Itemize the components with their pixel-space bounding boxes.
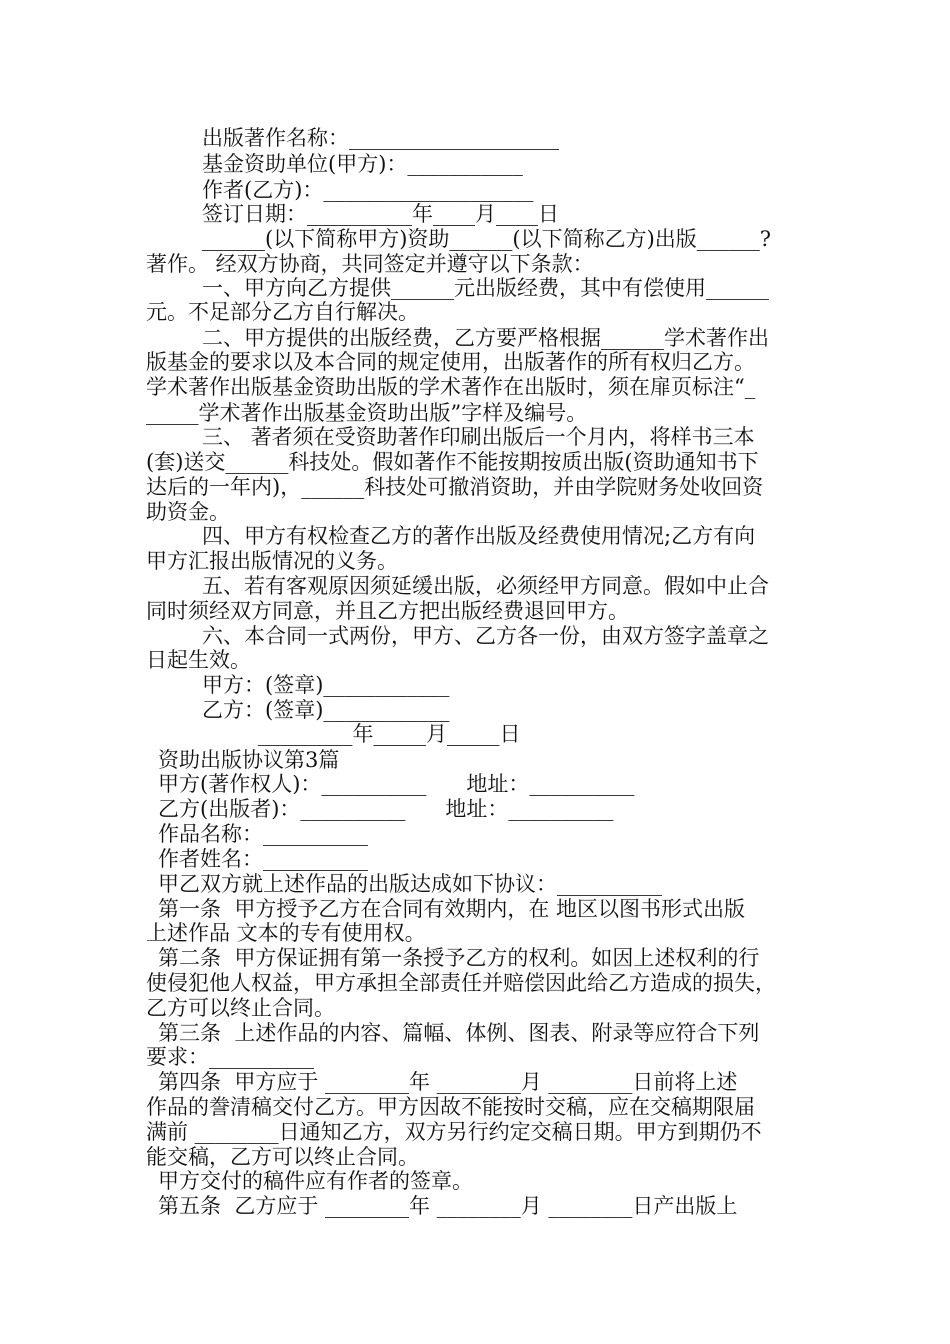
line-article-4c: 满前 ________日通知乙方，双方另行约定交稿日期。甲方到期仍不 — [146, 1120, 762, 1144]
line-seal-date: _________年_____月_____日 — [258, 722, 521, 746]
line-clause-2c: 学术著作出版基金资助出版的学术著作在出版时，须在扉页标注“_ — [146, 375, 756, 399]
line-clause-3d: 助资金。 — [146, 500, 230, 524]
line-article-3b: 要求：__________ — [146, 1045, 314, 1069]
line-agreement-intro: 甲乙双方就上述作品的出版达成如下协议：__________ — [158, 872, 662, 896]
line-clause-2a: 二、甲方提供的出版经费，乙方要严格根据______学术著作出 — [202, 326, 769, 350]
line-funding-unit: 基金资助单位(甲方)：___________ — [202, 152, 523, 176]
line-article-3a: 第三条 上述作品的内容、篇幅、体例、图表、附录等应符合下列 — [158, 1021, 760, 1045]
line-party-a-seal: 甲方：(签章)____________ — [202, 673, 450, 697]
line-clause-3b: (套)送交______科技处。假如著作不能按期按质出版(资助通知书下 — [146, 450, 759, 474]
line-article-4a: 第四条 甲方应于 ________年 ________月 ________日前将上述 — [158, 1070, 738, 1094]
line-copyright-holder: 甲方(著作权人)：__________ 地址：__________ — [158, 772, 635, 796]
line-author-name: 作者姓名：__________ — [158, 847, 368, 871]
line-clause-5a: 五、若有客观原因须延缓出版，必须经甲方同意。假如中止合 — [202, 574, 769, 598]
line-article-1a: 第一条 甲方授予乙方在合同有效期内，在 地区以图书形式出版 — [158, 897, 746, 921]
line-article-1b: 上述作品 文本的专有使用权。 — [146, 921, 426, 945]
line-intro-2: 著作。 经双方协商，共同签定并遵守以下条款： — [146, 252, 594, 276]
section-heading-agreement-3: 资助出版协议第3篇 — [158, 748, 340, 772]
line-clause-1b: 元。不足部分乙方自行解决。 — [146, 300, 419, 324]
line-title-of-work: 出版著作名称：____________________ — [202, 126, 559, 150]
line-article-2b: 使侵犯他人权益，甲方承担全部责任并赔偿因此给乙方造成的损失， — [146, 971, 776, 995]
line-clause-6b: 日起生效。 — [146, 648, 251, 672]
line-clause-3c: 达后的一年内)，______科技处可撤消资助，并由学院财务处收回资 — [146, 475, 764, 499]
line-article-5a: 第五条 乙方应于 ________年 ________月 ________日产出版上 — [158, 1194, 738, 1218]
line-party-b-seal: 乙方：(签章)____________ — [202, 698, 450, 722]
line-publisher: 乙方(出版者)：__________ 地址：__________ — [158, 797, 614, 821]
line-author: 作者(乙方)：____________________ — [202, 178, 534, 202]
line-article-4b: 作品的誊清稿交付乙方。甲方因故不能按时交稿，应在交稿期限届 — [146, 1095, 755, 1119]
line-clause-1a: 一、甲方向乙方提供______元出版经费，其中有偿使用______ — [202, 276, 769, 300]
line-clause-4a: 四、甲方有权检查乙方的著作出版及经费使用情况;乙方有向 — [202, 524, 756, 548]
line-signing-date: 签订日期：__________年____月____日 — [202, 202, 559, 226]
line-clause-4b: 甲方汇报出版情况的义务。 — [146, 549, 398, 573]
line-article-4d: 能交稿，乙方可以终止合同。 — [146, 1145, 419, 1169]
line-article-4e: 甲方交付的稿件应有作者的签章。 — [158, 1169, 473, 1193]
line-intro-1: ______(以下简称甲方)资助______(以下简称乙方)出版______? — [202, 227, 772, 251]
line-article-2c: 乙方可以终止合同。 — [146, 996, 335, 1020]
line-article-2a: 第二条 甲方保证拥有第一条授予乙方的权利。如因上述权利的行 — [158, 946, 760, 970]
line-clause-2d: _____学术著作出版基金资助出版”字样及编号。 — [146, 401, 588, 425]
line-clause-3a: 三、 著者须在受资助著作印刷出版后一个月内，将样书三本 — [202, 425, 755, 449]
line-clause-2b: 版基金的要求以及本合同的规定使用，出版著作的所有权归乙方。 — [146, 350, 755, 374]
line-clause-5b: 同时须经双方同意，并且乙方把出版经费退回甲方。 — [146, 599, 629, 623]
line-clause-6a: 六、本合同一式两份，甲方、乙方各一份，由双方签字盖章之 — [202, 624, 769, 648]
line-work-name: 作品名称：__________ — [158, 822, 368, 846]
